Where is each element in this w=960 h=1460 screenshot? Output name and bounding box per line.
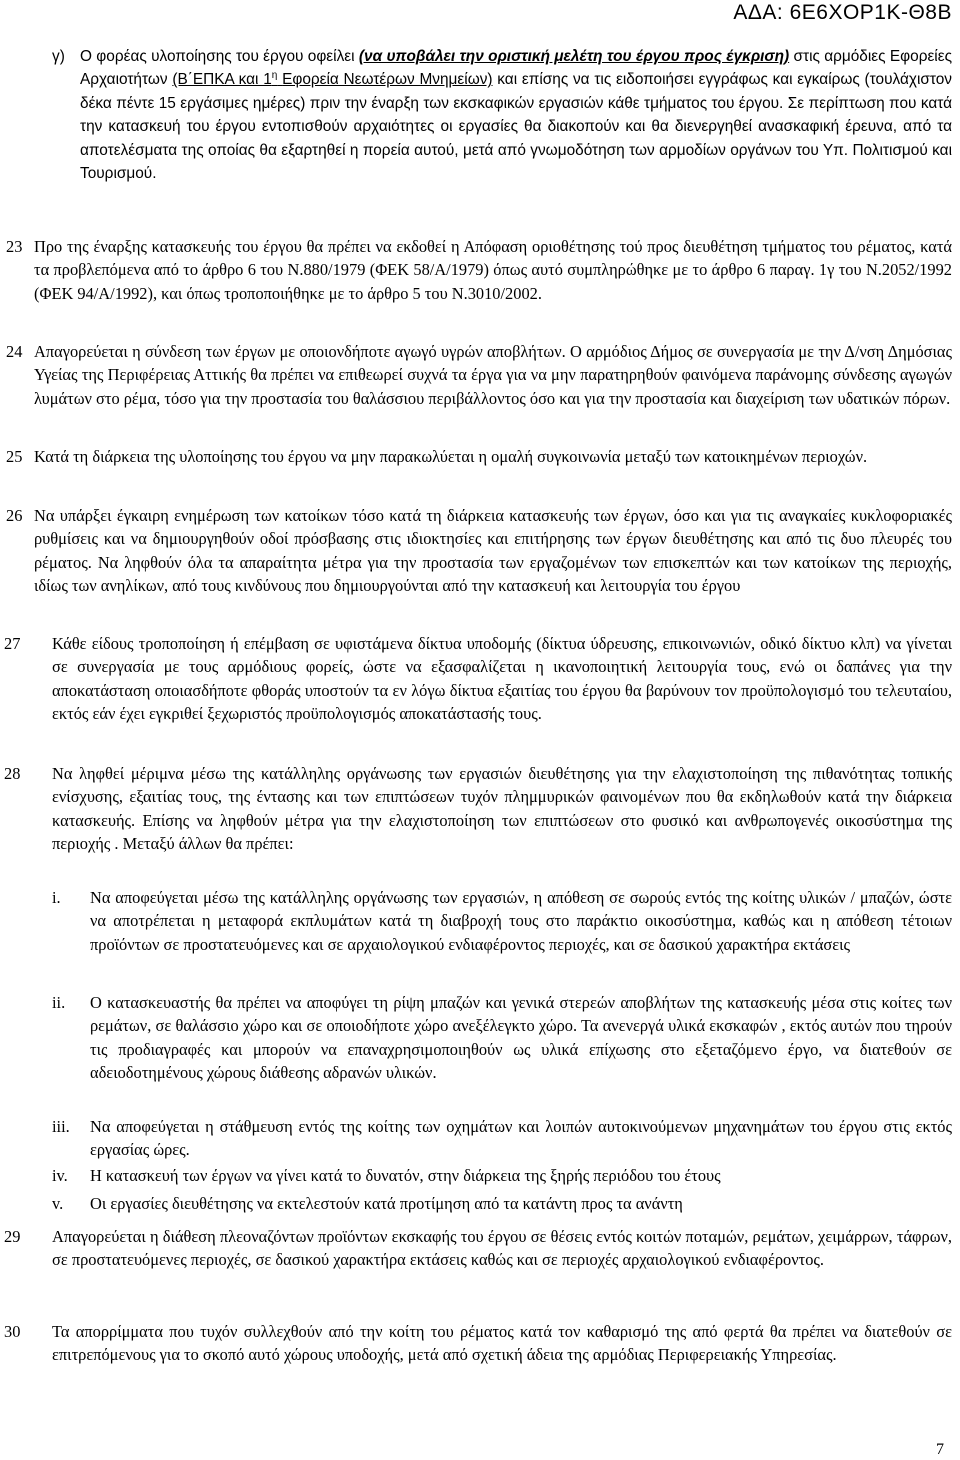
sub-item-number: v. bbox=[52, 1194, 64, 1213]
item-g-authorities bbox=[172, 71, 492, 88]
item-number: 23 bbox=[6, 237, 23, 256]
ada-code: ΑΔΑ: 6Ε6ΧΟΡ1Κ-Θ8Β bbox=[733, 1, 952, 24]
sub-item-number: iii. bbox=[52, 1117, 70, 1136]
item-text: Τα απορρίμματα που τυχόν συλλεχθούν από την κοίτη του ρέματος κατά τον καθαρισμό της από φερτά θα πρέπει να διατεθούν σε επιτρεπόμενους για το σκοπό αυτό χώρους υποδοχής, μετά από σχετική άδεια της αρμόδιας Περιφερειακής Υπηρεσίας. bbox=[52, 1322, 952, 1365]
item-number: 28 bbox=[4, 764, 21, 783]
item-number: 25 bbox=[6, 447, 23, 466]
item-g-marker: γ) bbox=[52, 48, 65, 65]
item-number: 27 bbox=[4, 634, 21, 653]
item-g-authority-b: Εφορεία Νεωτέρων Μνημείων) bbox=[282, 71, 493, 89]
sub-item-number: ii. bbox=[52, 993, 66, 1012]
item-g-text-b: στις αρμόδιες Εφορείες Αρχαιοτήτων bbox=[80, 48, 953, 89]
item-g-text-c: και επίσης να τις ειδοποιήσει εγγράφως και εγκαίρως (τουλάχιστον δέκα πέντε 15 εργάσιμες ημέρες) πριν την έναρξη των εκσκαφικών εργασιών κάθε τμήματος του έργου. Σε περίπτωση που κατά την κατασκευή του έργου εντοπισθούν αρχαιότητες οι εργασίες θα διακοπούν και θα διενεργηθεί ανασκαφική έρευνα, από τα αποτελέσματα της οποίας θα εξαρτηθεί η πορεία αυτού, μετά από γνωμοδότηση των αρμοδίων οργάνων του Υπ. Πολιτισμού και Τουρισμού. bbox=[80, 71, 952, 183]
item-text: Κάθε είδους τροποποίηση ή επέμβαση σε υφιστάμενα δίκτυα υποδομής (δίκτυα ύδρευσης, επικοινωνιών, οδικό δίκτυο κλπ) να γίνεται σε συνεργασία με τους αρμόδιους φορείς, ώστε να εξασφαλίζεται η ικανοποιητική λειτουργία τους, ενώ οι δαπάνες για την αποκατάσταση οποιασδήποτε φθοράς υποστούν τα εν λόγω δίκτυα εξαιτίας του έργου θα βαρύνουν τον προϋπολογισμό του τελευταίου, εκτός εάν έχει εγκριθεί ξεχωριστός προϋπολογισμός αποκατάστασής τους. bbox=[52, 634, 952, 724]
sub-item-text: Η κατασκευή των έργων να γίνει κατά το δυνατόν, στην διάρκεια της ξηρής περιόδου του έτους bbox=[90, 1166, 721, 1185]
item-text: Προ της έναρξης κατασκευής του έργου θα πρέπει να εκδοθεί η Απόφαση οριοθέτησης τού προς διευθέτηση τμήματος του ρέματος, κατά τα προβλεπόμενα από το άρθρο 6 του Ν.880/1979 (ΦΕΚ 58/Α/1979) όπως αυτό συμπληρώθηκε με το άρθρο 6 παραγ. 1γ του Ν.2052/1992 (ΦΕΚ 94/Α/1992), και όπως τροποποιήθηκε με το άρθρο 5 του Ν.3010/2002. bbox=[34, 237, 952, 303]
sub-item-text: Να αποφεύγεται η στάθμευση εντός της κοίτης των οχημάτων και λοιπών αυτοκινούμενων μηχανημάτων του έργου στις εκτός εργασίας ώρες. bbox=[90, 1117, 952, 1160]
item-number: 30 bbox=[4, 1322, 21, 1341]
item-text: Να υπάρξει έγκαιρη ενημέρωση των κατοίκων τόσο κατά τη διάρκεια κατασκευής των έργων, όσο και για τις αναγκαίες κυκλοφοριακές ρυθμίσεις και να δημιουργηθούν οδοί πρόσβασης στις ιδιοκτησίες και επιτήρησης των έργων διευθέτησης και από τις δυο πλευρές του ρέματος. Να ληφθούν όλα τα απαραίτητα μέτρα για την προστασία των εργαζομένων των επισκεπτών και των κατοίκων της περιοχής, ιδίως των ανηλίκων, από τους κινδύνους που δημιουργούνται από την κατασκευή και λειτουργία του έργου bbox=[34, 506, 952, 596]
page-number: 7 bbox=[936, 1441, 944, 1458]
sub-item-text: Ο κατασκευαστής θα πρέπει να αποφύγει τη ρίψη μπαζών και γενικά στερεών αποβλήτων της κατασκευής μέσα στις κοίτες των ρεμάτων, σε θαλάσσιο χώρο και σε οποιοδήποτε χώρο ανεξέλεγκτο χώρο. Τα ανενεργά υλικά εκσκαφών , εκτός αυτών που τηρούν τις προδιαγραφές και μπορούν να επαναχρησιμοποιηθούν ως υλικά επίχωσης στο εξεταζόμενο έργο, να διατεθούν σε αδειοδοτημένους χώρους διάθεσης αδρανών υλικών. bbox=[90, 993, 952, 1083]
item-number: 24 bbox=[6, 342, 23, 361]
item-g-text bbox=[80, 45, 952, 185]
item-g-text-a: Ο φορέας υλοποίησης του έργου οφείλει bbox=[80, 48, 355, 65]
item-g-emphasis: (να υποβάλει την οριστική μελέτη του έργου προς έγκριση) bbox=[358, 48, 790, 65]
sub-item-text: Οι εργασίες διευθέτησης να εκτελεστούν κατά προτίμηση από τα κατάντη προς τα ανάντη bbox=[90, 1194, 683, 1213]
item-g-authority-a: (Β΄ΕΠΚΑ και 1 bbox=[172, 71, 272, 89]
item-text: Απαγορεύεται η διάθεση πλεοναζόντων προϊόντων εκσκαφής του έργου σε θέσεις εντός κοιτών ποταμών, ρεμάτων, χειμάρρων, τάφρων, σε προστατευόμενες περιοχές, σε δασικού χαρακτήρα εκτάσεις καθώς και σε περιοχές αρχαιολογικού ενδιαφέροντος. bbox=[52, 1227, 952, 1270]
item-g-sup: η bbox=[271, 70, 278, 82]
item-text: Να ληφθεί μέριμνα μέσω της κατάλληλης οργάνωσης των εργασιών διευθέτησης για την ελαχιστοποίηση της πιθανότητας τοπικής ενίσχυσης, εξαιτίας τους, της έντασης και των επιπτώσεων τυχόν πλημμυρικών φαινομένων που θα εκδηλωθούν κατά την διάρκεια κατασκευής. Επίσης να ληφθούν μέτρα για την ελαχιστοποίηση των επιπτώσεων στο φυσικό και ανθρωπογενές οικοσύστημα της περιοχής . Μεταξύ άλλων θα πρέπει: bbox=[52, 764, 952, 854]
item-text: Απαγορεύεται η σύνδεση των έργων με οποιονδήποτε αγωγό υγρών αποβλήτων. Ο αρμόδιος Δήμος σε συνεργασία με την Δ/νση Δημόσιας Υγείας της Περιφέρειας Αττικής θα πρέπει να επιθεωρεί συχνά τα έργα για να μην παρατηρηθούν φαινόμενα παράνομης σύνδεσης αγωγών λυμάτων στο ρέμα, τόσο για την προστασία του θαλάσσιου περιβάλλοντος όσο και για την προστασία και διαχείριση των υδατικών πόρων. bbox=[34, 342, 952, 408]
sub-item-number: i. bbox=[52, 888, 61, 907]
item-number: 29 bbox=[4, 1227, 21, 1246]
sub-item-number: iv. bbox=[52, 1166, 68, 1185]
sub-item-text: Να αποφεύγεται μέσω της κατάλληλης οργάνωσης των εργασιών, η απόθεση σε σωρούς εντός της κοίτης υλικών / μπαζών, ώστε να αποτρέπεται η μεταφορά εκπλυμάτων κατά τη διαβροχή τους στο παράκτιο οικοσύστημα, καθώς και η απόθεση τέτοιων προϊόντων σε προστατευόμενες και σε αρχαιολογικού ενδιαφέροντος περιοχές, και σε δασικού χαρακτήρα εκτάσεις bbox=[90, 888, 952, 954]
item-number: 26 bbox=[6, 506, 23, 525]
item-text: Κατά τη διάρκεια της υλοποίησης του έργου να μην παρακωλύεται η ομαλή συγκοινωνία μεταξύ των κατοικημένων περιοχών. bbox=[34, 447, 868, 466]
